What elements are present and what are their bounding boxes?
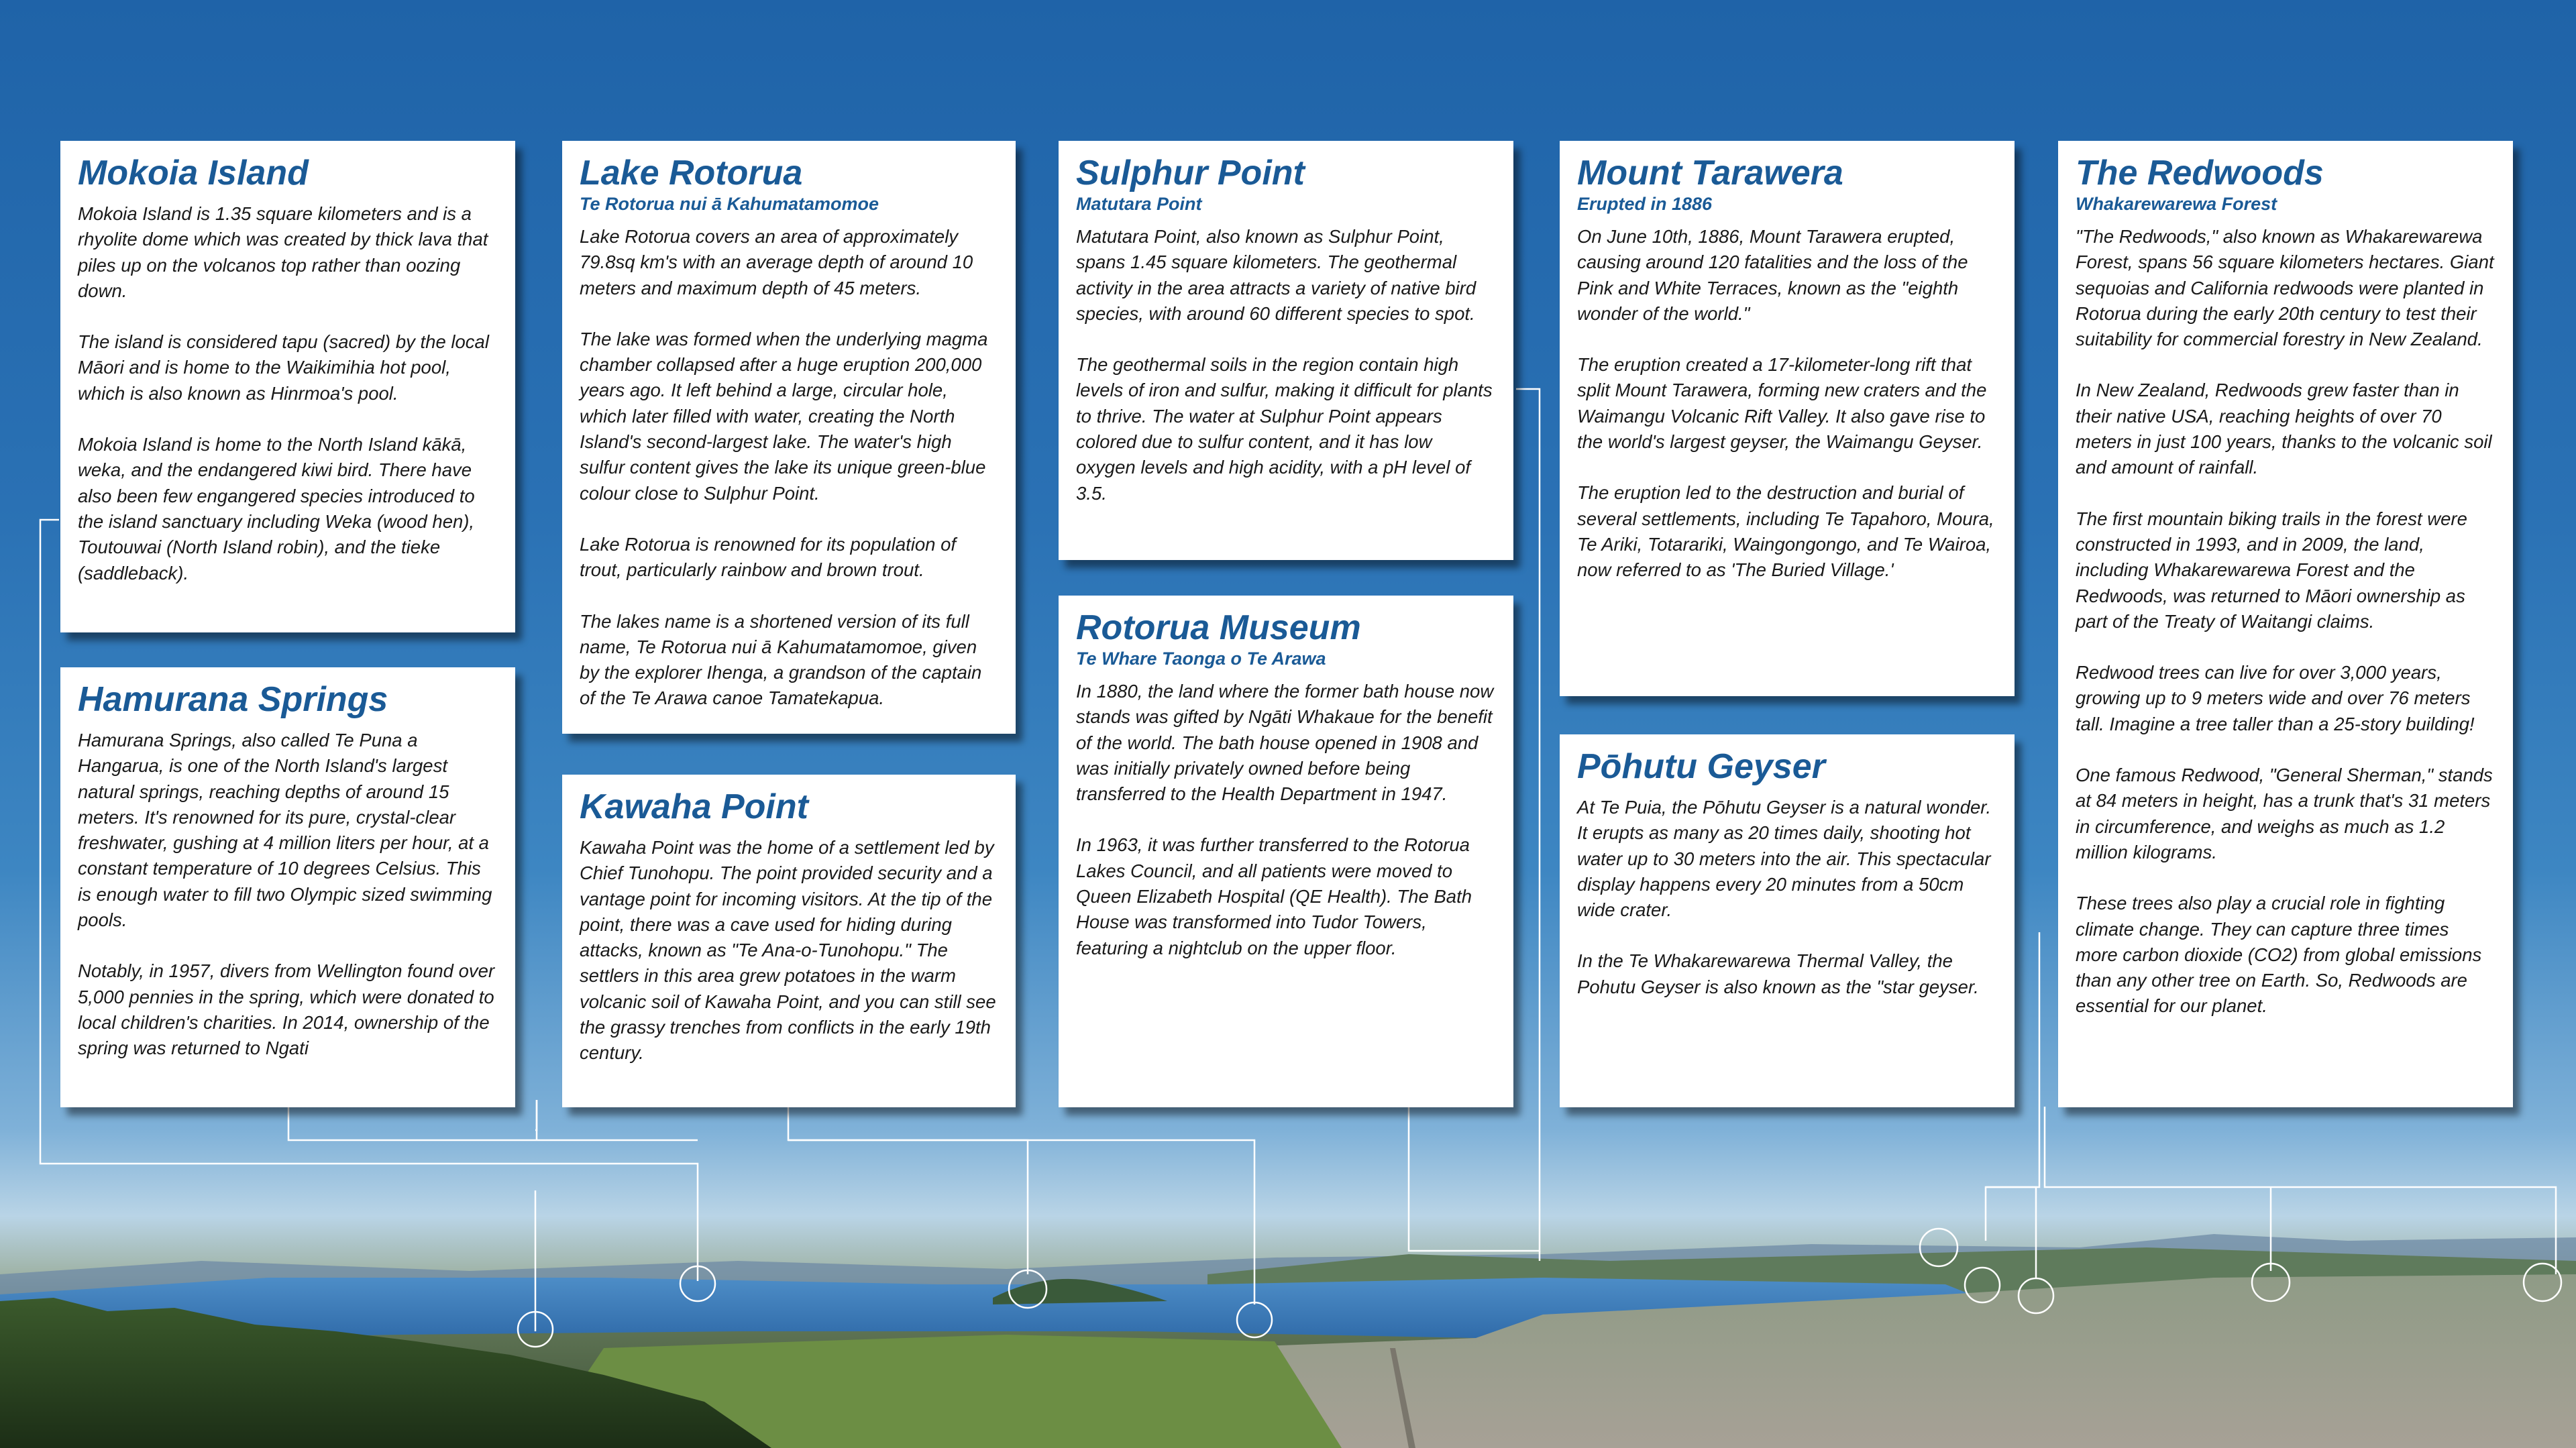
card-subtitle: Erupted in 1886 [1577,194,1713,214]
paragraph: In 1880, the land where the former bath house now stands was gifted by Ngāti Whakaue for the benefit of the world. The bath house opened in 1908 and was initially privately owned before being transferred to the Health Department in 1947. [1076,681,1494,805]
paragraph: Mokoia Island is home to the North Island kākā, weka, and the endangered kiwi bird. There have also been few engangered species introduced to the island sanctuary including Weka (wood hen), Toutouwai (North Island robin), and the tieke (saddleback). [78,434,475,583]
card-body [1577,224,1997,583]
paragraph: The eruption created a 17-kilometer-long rift that split Mount Tarawera, forming new craters and the Waimangu Volcanic Rift Valley. It also gave rise to the world's largest geyser, the Waimangu Geyser. [1577,354,1987,453]
card-body [78,201,498,586]
card-title: Sulphur Point [1076,154,1305,192]
paragraph: Hamurana Springs, also called Te Puna a Hangarua, is one of the North Island's largest natural springs, reaching depths of around 15 meters. It's renowned for its pure, crystal-clear freshwater, gushing at 4 million liters per hour, at a constant temperature of 10 degrees Celsius. This is enough water to fill two Olympic sized swimming pools. [78,730,492,931]
card-rotorua-museum [1059,596,1513,1107]
paragraph: Notably, in 1957, divers from Wellington found over 5,000 pennies in the spring, which were donated to local children's charities. In 2014, ownership of the spring was returned to Ngati [78,960,495,1059]
paragraph: The geothermal soils in the region contain high levels of iron and sulfur, making it difficult for plants to thrive. The water at Sulphur Point appears colored due to sulfur content, and it has low oxygen levels and high acidity, with a pH level of 3.5. [1076,354,1493,504]
marker-pohutu [2019,1278,2053,1313]
card-kawaha-point [562,775,1016,1107]
paragraph: In the Te Whakarewarewa Thermal Valley, the Pohutu Geyser is also known as the "star geyser. [1577,950,1979,997]
card-title: The Redwoods [2076,154,2324,192]
marker-sulphur [1965,1268,2000,1302]
marker-redwoods [2524,1264,2561,1301]
paragraph: The first mountain biking trails in the forest were constructed in 1993, and in 2009, the land, including Whakarewarewa Forest and the Redwoods, was returned to Māori ownership as part of the Treaty of Waitangi claims. [2076,508,2467,632]
card-body [580,835,998,1066]
card-title: Pōhutu Geyser [1577,747,1825,786]
paragraph: Kawaha Point was the home of a settlement led by Chief Tunohopu. The point provided security and a vantage point for incoming visitors. At the tip of the point, there was a cave used for hiding during attacks, known as "Te Ana-o-Tunohopu." The settlers in this area grew potatoes in the warm volcanic soil of Kawaha Point, and you can still see the grassy trenches from conflicts in the early 19th century. [580,837,996,1064]
card-mokoia-island [60,141,515,632]
marker-kawaha [1237,1302,1272,1337]
paragraph: The lakes name is a shortened version of its full name, Te Rotorua nui ā Kahumatamomoe, given by the explorer Ihenga, a grandson of the captain of the Te Arawa canoe Tamatekapua. [580,610,982,709]
card-title: Lake Rotorua [580,154,803,192]
paragraph: One famous Redwood, "General Sherman," stands at 84 meters in height, has a trunk that's 31 meters in circumference, and weighs as much as 1.2 million kilograms. [2076,765,2493,862]
paragraph: Lake Rotorua is renowned for its population of trout, particularly rainbow and brown trout. [580,533,957,581]
card-sulphur-point [1059,141,1513,560]
card-subtitle: Matutara Point [1076,194,1202,214]
card-body [1076,679,1496,961]
card-body [1577,795,1997,1000]
paragraph: "The Redwoods," also known as Whakarewarewa Forest, spans 56 square kilometers hectares. Giant sequoias and California redwoods were planted in Rotorua during the early 20th century to test their suitability for commercial forestry in New Zealand. [2076,226,2494,350]
card-body [580,224,998,712]
paragraph: In New Zealand, Redwoods grew faster than in their native USA, reaching heights of over 70 meters in just 100 years, thanks to the volcanic soil and amount of rainfall. [2076,380,2492,478]
paragraph: These trees also play a crucial role in fighting climate change. They can capture three times more carbon dioxide (CO2) from global emissions than any other tree on Earth. So, Redwoods are essential for our planet. [2076,893,2482,1017]
card-title: Hamurana Springs [78,680,388,719]
card-title: Mokoia Island [78,154,309,192]
paragraph: Lake Rotorua covers an area of approximately 79.8sq km's with an average depth of around 10 meters and maximum depth of 45 meters. [580,226,973,298]
card-subtitle: Te Rotorua nui ā Kahumatamomoe [580,194,879,214]
paragraph: The island is considered tapu (sacred) by the local Māori and is home to the Waikimihia hot pool, which is also known as Hinrmoa's pool. [78,331,489,404]
card-title: Rotorua Museum [1076,608,1361,647]
card-body [78,728,498,1062]
card-the-redwoods [2058,141,2513,1107]
paragraph: Matutara Point, also known as Sulphur Point, spans 1.45 square kilometers. The geothermal activity in the area attracts a variety of native bird species, with around 60 different species to spot. [1076,226,1477,324]
card-title: Kawaha Point [580,787,808,826]
card-body [2076,224,2496,1019]
card-subtitle: Te Whare Taonga o Te Arawa [1076,649,1326,669]
paragraph: On June 10th, 1886, Mount Tarawera erupted, causing around 120 fatalities and the loss of the Pink and White Terraces, known as the "eighth wonder of the world." [1577,226,1968,324]
card-subtitle: Whakarewarewa Forest [2076,194,2277,214]
paragraph: The lake was formed when the underlying magma chamber collapsed after a huge eruption 200,000 years ago. It left behind a large, circular hole, which later filled with water, creating the North Island's second-largest lake. The water's high sulfur content gives the lake its unique green-blue colour close to Sulphur Point. [580,328,988,504]
card-body [1076,224,1496,506]
paragraph: Redwood trees can live for over 3,000 years, growing up to 9 meters wide and over 76 meters tall. Imagine a tree taller than a 25-story building! [2076,662,2475,734]
card-hamurana-springs [60,667,515,1107]
marker-museum [1920,1229,1957,1266]
paragraph: In 1963, it was further transferred to the Rotorua Lakes Council, and all patients were moved to Queen Elizabeth Hospital (QE Health). The Bath House was transformed into Tudor Towers, featuring a nightclub on the upper floor. [1076,834,1472,958]
paragraph: The eruption led to the destruction and burial of several settlements, including Te Tapahoro, Moura, Te Ariki, Totarariki, Waingongongo, and Te Wairoa, now referred to as 'The Buried Village.' [1577,482,1994,581]
paragraph: Mokoia Island is 1.35 square kilometers and is a rhyolite dome which was created by thick lava that piles up on the volcanos top rather than oozing down. [78,203,488,301]
card-mount-tarawera [1560,141,2015,696]
card-lake-rotorua [562,141,1016,734]
card-pohutu-geyser [1560,734,2015,1107]
marker-lake-rotorua [1009,1270,1046,1308]
card-title: Mount Tarawera [1577,154,1843,192]
paragraph: At Te Puia, the Pōhutu Geyser is a natural wonder. It erupts as many as 20 times daily, shooting hot water up to 30 meters into the air. This spectacular display happens every 20 minutes from a 50cm wide crater. [1577,797,1992,921]
